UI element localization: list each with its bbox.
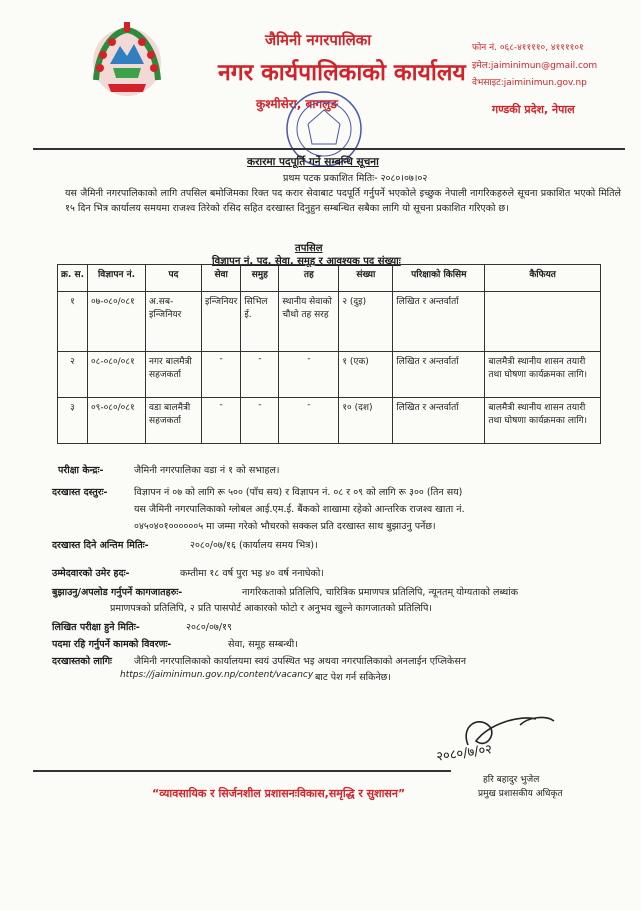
cell-ad-number: ०७-०८०/०८१ [88, 292, 146, 352]
cell-serial: ३ [58, 398, 88, 444]
signer-title: प्रमुख प्रशासकीय अधिकृत [478, 789, 563, 799]
exam-centre: जैमिनी नगरपालिका वडा नं १ को सभाहल। [134, 465, 280, 476]
cell-count: १ (एक) [339, 352, 393, 398]
table-title: तपसिल [295, 243, 323, 254]
email-address: इमेल:jaiminimun@gmail.com [472, 61, 598, 71]
job-description: सेवा, समूह सम्बन्धी। [228, 639, 298, 650]
cell-service: इन्जिनियर [202, 292, 241, 352]
province-name: गण्डकी प्रदेश, नेपाल [492, 103, 575, 116]
publication-date: प्रथम पटक प्रकाशित मितिः- २०८०।०७।०२ [283, 173, 428, 184]
cell-group: - [241, 398, 279, 444]
table-row [58, 352, 601, 398]
fee-line-1: विज्ञापन नं ०७ को लागि रू ५०० (पाँच सय) र विज्ञापन नं. ०८ र ०९ को लागि रू ३०० (तिन सय) [134, 487, 463, 498]
documents-line-1: नागरिकताको प्रतिलिपि, चारित्रिक प्रमाणपत्र प्रतिलिपि, न्यूनतम् योग्यताको लब्धांक [242, 587, 518, 598]
header-level: तह [279, 265, 339, 292]
cell-ad-number: ०९-०८०/०८१ [88, 398, 146, 444]
age-limit-label: उम्मेदवारको उमेर हदः- [52, 568, 130, 579]
documents-line-2: प्रमाणपत्रको प्रतिलिपि, २ प्रति पासपोर्ट आकारको फोटो र अनुभव खुल्ने कागजातको प्रतिलिपि। [110, 603, 432, 614]
exam-date: २०८०/०७/१९ [186, 622, 232, 633]
cell-ad-number: ०८-०८०/०८१ [88, 352, 146, 398]
cell-service: - [202, 398, 241, 444]
submission-label: दरखास्तको लागिः [52, 656, 112, 667]
municipality-name: जैमिनी नगरपालिका [265, 31, 372, 49]
exam-centre-label: परीक्षा केन्द्रः- [58, 465, 104, 476]
table-header-row [58, 265, 601, 292]
header-service: सेवा [202, 265, 241, 292]
cell-level: स्थानीय सेवाको चौथो तह सरह [279, 292, 339, 352]
government-emblem-icon [88, 20, 166, 100]
deadline-label: दरखास्त दिने अन्तिम मितिः- [52, 540, 149, 551]
cell-serial: १ [58, 292, 88, 352]
submission-end: बाट पेश गर्न सकिनेछ। [315, 672, 391, 683]
fee-line-3: ०४५०४०१००००००५ मा जम्मा गरेको भौचरको सक्कल प्रति दरखास्त साथ बुझाउनु पर्नेछ। [134, 521, 436, 532]
website: वेभसाइट:jaiminimun.gov.np [472, 78, 587, 88]
header-ad-number: विज्ञापन नं. [88, 265, 146, 292]
notice-body: यस जैमिनी नगरपालिकाको लागि तपसिल बमोजिमका रिक्त पद करार सेवाबाट पदपूर्ति गर्नुपर्ने भएकोले इच्छुक नेपाली नागरिकहरुले सूचना प्रकाशित भएको मितिले १५ दिन भित्र कार्यालय समयमा राजश्व तिरेको रसिद सहित दरखास्त दिनुहुन सम्बन्धित सबैका लागि यो सूचना प्रकाशित गरिएको छ। [65, 188, 621, 214]
header-exam-type: परिक्षाको किसिम [393, 265, 485, 292]
signer-name: हरि बहादुर भुजेल [483, 775, 540, 785]
header-count: संख्या [339, 265, 393, 292]
signature [450, 705, 570, 775]
cell-post: वडा बालमैत्री सहजकर्ता [146, 398, 202, 444]
header-group: समुह [241, 265, 279, 292]
cell-post: अ.सब-इन्जिनियर [146, 292, 202, 352]
cell-group: - [241, 352, 279, 398]
notice-subject: करारमा पदपूर्ति गर्ने सम्बन्धि सूचना [247, 156, 379, 168]
fee-line-2: यस जैमिनी नगरपालिकाको ग्लोबल आई.एम.ई. बैंकको शाखामा रहेको आन्तरिक राजश्व खाता नं. [134, 504, 465, 515]
table-row [58, 292, 601, 352]
vacancy-link[interactable]: https://jaiminimun.gov.np/content/vacancy [120, 670, 314, 680]
fee-label: दरखास्त दस्तुरः- [52, 487, 108, 498]
table-subtitle: विज्ञापन नं. पद, सेवा, समूह र आवश्यक पद संख्याः [212, 256, 401, 267]
table-row [58, 398, 601, 444]
header-serial: क्र. स. [58, 265, 88, 292]
age-limit: कम्तीमा १८ वर्ष पुरा भइ ४० वर्ष ननाघेको। [180, 568, 324, 579]
phone-number: फोन नं. ०६८-४११११०, ४११११०१ [472, 43, 584, 53]
cell-serial: २ [58, 352, 88, 398]
header-divider [33, 148, 625, 150]
cell-count: २ (दुइ) [339, 292, 393, 352]
deadline: २०८०/०७/१६ (कार्यालय समय भित्र)। [190, 540, 318, 551]
cell-service: - [202, 352, 241, 398]
cell-level: - [279, 352, 339, 398]
cell-exam-type: लिखित र अन्तर्वार्ता [393, 352, 485, 398]
header-post: पद [146, 265, 202, 292]
office-name: नगर कार्यपालिकाको कार्यालय [218, 60, 466, 86]
cell-exam-type: लिखित र अन्तर्वार्ता [393, 398, 485, 444]
cell-remarks: बालमैत्री स्थानीय शासन तयारी तथा घोषणा कार्यक्रमका लागि। [485, 352, 601, 398]
cell-remarks [485, 292, 601, 352]
cell-count: १० (दश) [339, 398, 393, 444]
footer-divider [33, 770, 451, 772]
cell-level: - [279, 398, 339, 444]
footer-motto: “व्यावसायिक र सिर्जनशील प्रशासनःविकास,समृद्धि र सुशासन” [152, 787, 406, 800]
job-description-label: पदमा रहि गर्नुपर्ने कामको विवरणः- [52, 639, 172, 650]
cell-remarks: बालमैत्री स्थानीय शासन तयारी तथा घोषणा कार्यक्रमका लागि। [485, 398, 601, 444]
signature-date: २०८०/७/०२ [435, 742, 494, 765]
cell-exam-type: लिखित र अन्तर्वार्ता [393, 292, 485, 352]
submission-text: जैमिनी नगरपालिकाको कार्यालयमा स्वयं उपस्थित भइ अथवा नगरपालिकाको अनलाईन एप्लिकेसन [134, 656, 467, 667]
vacancy-table [57, 264, 601, 444]
cell-group: सिभिल ई. [241, 292, 279, 352]
office-address: कुश्मीसेरा, बागलुङ [256, 97, 338, 111]
cell-post: नगर बालमैत्री सहजकर्ता [146, 352, 202, 398]
documents-label: बुझाउनु/अपलोड गर्नुपर्ने कागजातहरुः- [52, 587, 183, 598]
header-remarks: कैफियत [485, 265, 601, 292]
exam-date-label: लिखित परीक्षा हुने मितिः- [52, 622, 140, 633]
